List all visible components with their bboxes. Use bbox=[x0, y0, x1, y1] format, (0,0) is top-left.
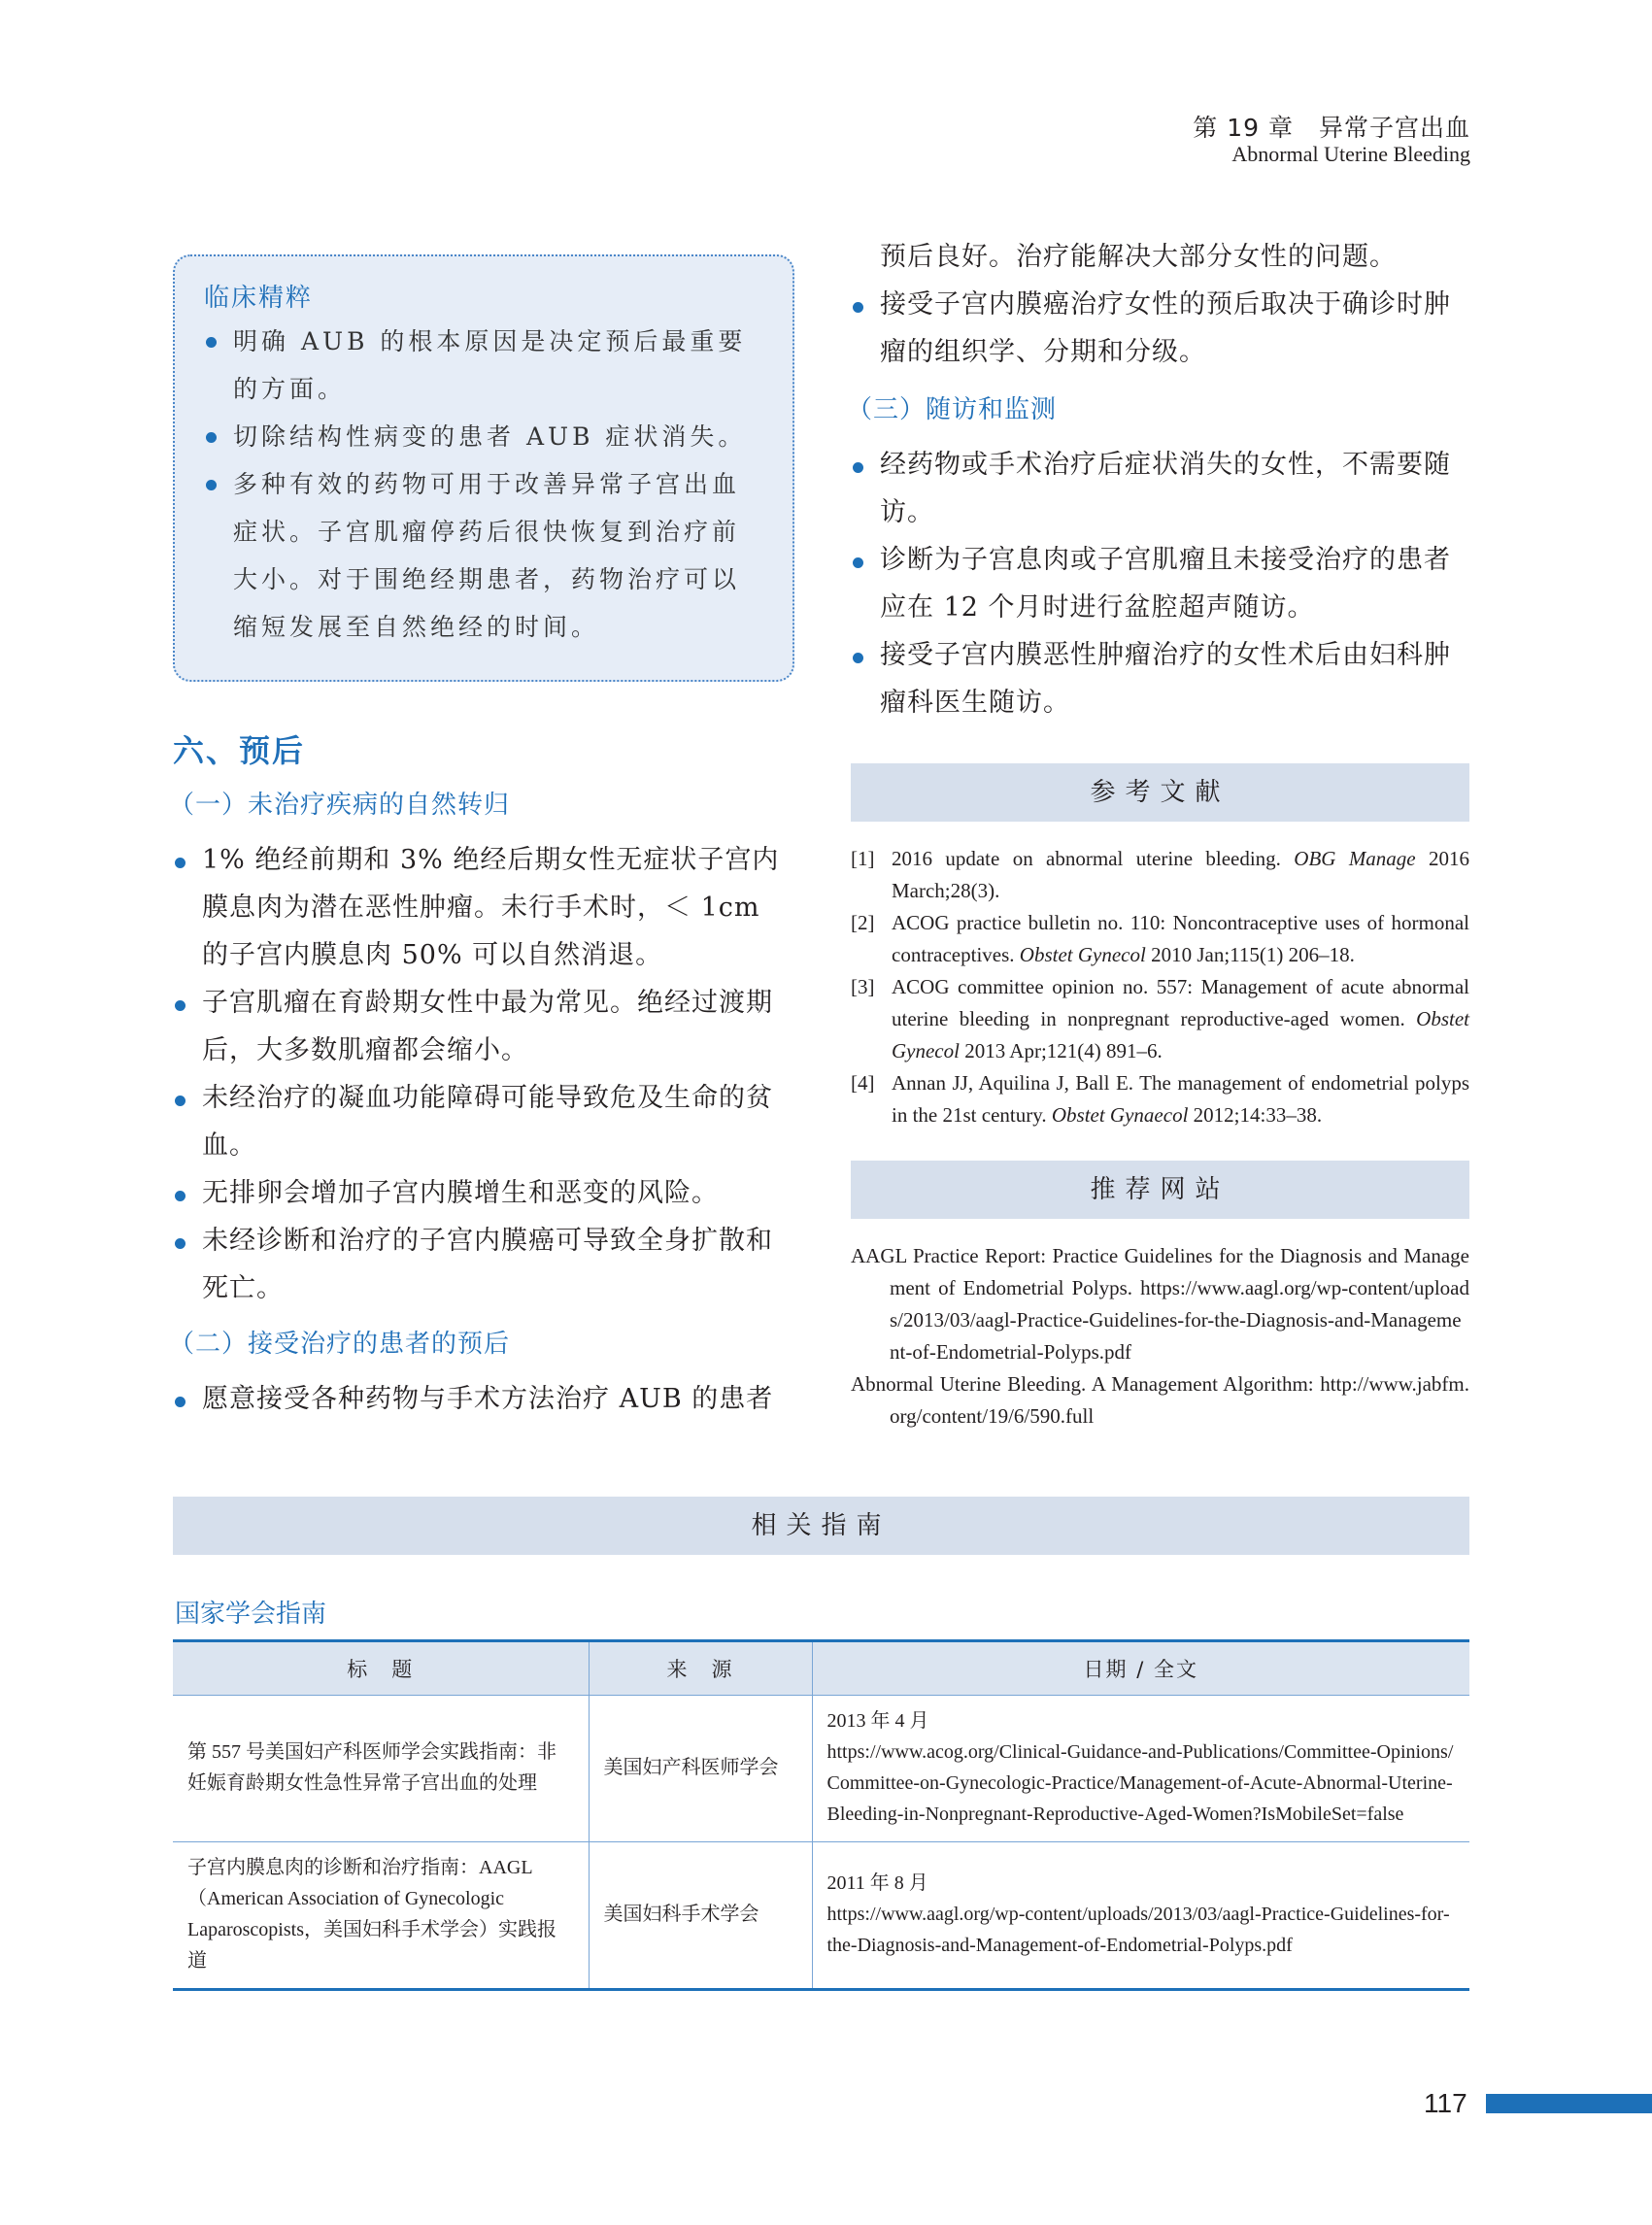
subsection-title-followup: （三）随访和监测 bbox=[847, 395, 1058, 424]
right-column bbox=[847, 233, 1469, 1433]
list-item: 经药物或手术治疗后症状消失的女性，不需要随访。 bbox=[851, 441, 1469, 536]
guideline-title: 子宫内膜息肉的诊断和治疗指南：AAGL（American Association of Gynecologic Laparoscopists，美国妇科手术学会）实践报道 bbox=[173, 1842, 589, 1990]
column-header-date: 日期 / 全文 bbox=[812, 1641, 1469, 1696]
table-row bbox=[173, 1842, 1469, 1990]
guideline-url[interactable]: https://www.acog.org/Clinical-Guidance-and-Publications/Committee-Opinions/Committee-on-Gynecologic-Practice/Management-of-Acute-Abnormal-Uterine-Bleeding-in-Nonpregnant-Reproductive-Aged-Women?IsMobileSet=false bbox=[826, 1741, 1454, 1825]
guideline-source: 美国妇产科医师学会 bbox=[589, 1696, 812, 1842]
guideline-title: 第 557 号美国妇产科医师学会实践指南：非妊娠育龄期女性急性异常子宫出血的处理 bbox=[173, 1696, 589, 1842]
left-column bbox=[169, 254, 794, 1423]
list-item: 未经治疗的凝血功能障碍可能导致危及生命的贫血。 bbox=[173, 1074, 794, 1169]
guideline-date-url bbox=[812, 1842, 1469, 1990]
reference-list bbox=[851, 843, 1469, 1131]
chapter-title: 第 19 章 异常子宫出血 bbox=[1193, 114, 1470, 142]
reference-item: [1] 2016 update on abnormal uterine bleeding. OBG Manage 2016 March;28(3). bbox=[851, 847, 1469, 902]
list-item-continued: 预后良好。治疗能解决大部分女性的问题。 bbox=[880, 242, 1397, 272]
clinical-pearls-box bbox=[173, 254, 794, 682]
pearl-item: 明确 AUB 的根本原因是决定预后最重要的方面。 bbox=[204, 318, 763, 413]
guideline-source: 美国妇科手术学会 bbox=[589, 1842, 812, 1990]
list-item: 未经诊断和治疗的子宫内膜癌可导致全身扩散和死亡。 bbox=[173, 1217, 794, 1312]
section-title-prognosis: 六、预后 bbox=[173, 732, 306, 769]
subsection-title-treated: （二）接受治疗的患者的预后 bbox=[169, 1330, 511, 1359]
national-guidelines-title: 国家学会指南 bbox=[175, 1600, 327, 1629]
website-list bbox=[851, 1240, 1469, 1433]
column-header-title: 标 题 bbox=[173, 1641, 589, 1696]
column-header-source: 来 源 bbox=[589, 1641, 812, 1696]
list-item: 1% 绝经前期和 3% 绝经后期女性无症状子宫内膜息肉为潜在恶性肿瘤。未行手术时，＜ 1cm 的子宫内膜息肉 50% 可以自然消退。 bbox=[173, 836, 794, 979]
list-item: 诊断为子宫息肉或子宫肌瘤且未接受治疗的患者应在 12 个月时进行盆腔超声随访。 bbox=[851, 536, 1469, 631]
chapter-title-en: Abnormal Uterine Bleeding bbox=[1231, 142, 1470, 166]
guideline-date-url bbox=[812, 1696, 1469, 1842]
reference-item: [3] ACOG committee opinion no. 557: Management of acute abnormal uterine bleeding in nonpregnant reproductive-aged women. Obstet Gynecol 2013 Apr;121(4) 891–6. bbox=[851, 975, 1469, 1062]
website-item[interactable]: AAGL Practice Report: Practice Guidelines for the Diagnosis and Management of Endometrial Polyps. https://www.aagl.org/wp-content/uploads/2013/03/aagl-Practice-Guidelines-for-the-Diagnosis-and-Management-of-Endometrial-Polyps.pdf bbox=[851, 1244, 1469, 1364]
reference-item: [4] Annan JJ, Aquilina J, Ball E. The management of endometrial polyps in the 21st century. Obstet Gynaecol 2012;14:33–38. bbox=[851, 1071, 1469, 1127]
guidelines-heading: 相关指南 bbox=[173, 1497, 1469, 1555]
page-number: 117 bbox=[1424, 2088, 1467, 2118]
list-item: 子宫肌瘤在育龄期女性中最为常见。绝经过渡期后，大多数肌瘤都会缩小。 bbox=[173, 979, 794, 1074]
references-heading: 参考文献 bbox=[851, 763, 1469, 822]
subsection-title-untreated: （一）未治疗疾病的自然转归 bbox=[169, 791, 511, 820]
websites-heading: 推荐网站 bbox=[851, 1161, 1469, 1219]
table-header-row bbox=[173, 1641, 1469, 1696]
website-item[interactable]: Abnormal Uterine Bleeding. A Management Algorithm: http://www.jabfm.org/content/19/6/590.full bbox=[851, 1372, 1469, 1428]
list-item: 愿意接受各种药物与手术方法治疗 AUB 的患者 bbox=[173, 1375, 794, 1423]
guideline-date: 2011 年 8 月 bbox=[826, 1872, 928, 1894]
table-row bbox=[173, 1696, 1469, 1842]
page-number-bar bbox=[1486, 2094, 1652, 2113]
guideline-date: 2013 年 4 月 bbox=[826, 1710, 929, 1732]
clinical-pearls-title: 临床精粹 bbox=[204, 284, 314, 313]
guideline-url[interactable]: https://www.aagl.org/wp-content/uploads/2013/03/aagl-Practice-Guidelines-for-the-Diagnosis-and-Management-of-Endometrial-Polyps.pdf bbox=[826, 1904, 1450, 1956]
list-item: 接受子宫内膜恶性肿瘤治疗的女性术后由妇科肿瘤科医生随访。 bbox=[851, 631, 1469, 726]
guidelines-table bbox=[173, 1639, 1469, 1991]
list-item: 接受子宫内膜癌治疗女性的预后取决于确诊时肿瘤的组织学、分期和分级。 bbox=[851, 281, 1469, 376]
reference-item: [2] ACOG practice bulletin no. 110: Noncontraceptive uses of hormonal contraceptives. Obstet Gynecol 2010 Jan;115(1) 206–18. bbox=[851, 911, 1469, 966]
pearl-item: 多种有效的药物可用于改善异常子宫出血症状。子宫肌瘤停药后很快恢复到治疗前大小。对于围绝经期患者，药物治疗可以缩短发展至自然绝经的时间。 bbox=[204, 460, 763, 651]
pearl-item: 切除结构性病变的患者 AUB 症状消失。 bbox=[204, 413, 763, 460]
list-item: 无排卵会增加子宫内膜增生和恶变的风险。 bbox=[173, 1169, 794, 1217]
